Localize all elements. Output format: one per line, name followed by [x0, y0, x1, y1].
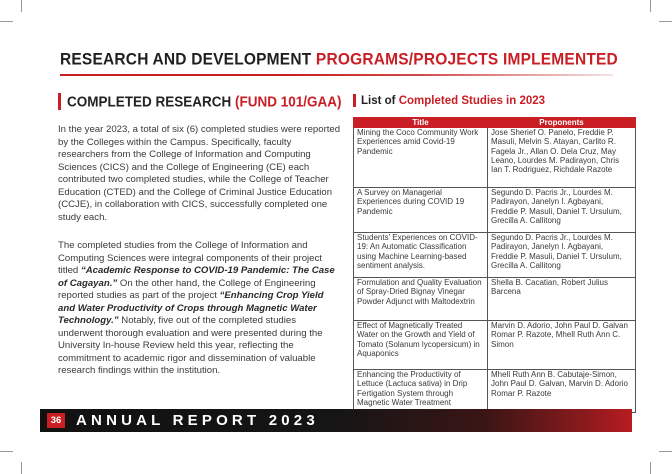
crop-mark	[650, 462, 651, 474]
study-title: Students’ Experiences on COVID-19: An Automatic Classification using Machine Learning-based sentiment analysis.	[354, 233, 488, 278]
list-accent-bar	[353, 94, 356, 107]
list-heading	[353, 94, 545, 107]
study-proponents: Segundo D. Pacris Jr., Lourdes M. Padirayon, Janelyn I. Agbayani, Freddie P. Masuli, Daniel T. Ursulum, Grecilla A. Callitong	[488, 233, 636, 278]
section-title-part2: (FUND 101/GAA)	[235, 93, 342, 110]
project-title-ce: “Enhancing Crop Yield and Water Productivity of Crops through Magnetic Water Technology.”	[58, 290, 324, 326]
list-title-part2: Completed Studies in 2023	[398, 94, 546, 107]
study-proponents: Shella B. Cacatian, Robert Julius Barcena	[488, 278, 636, 321]
crop-mark	[659, 451, 672, 452]
list-title	[361, 95, 545, 107]
crop-mark	[650, 0, 651, 12]
crop-mark	[0, 21, 13, 22]
completed-research-heading	[58, 93, 342, 110]
page-title	[60, 50, 618, 69]
heading-accent-bar	[58, 93, 61, 110]
footer-label: ANNUAL REPORT 2023	[76, 412, 319, 429]
page-title-part2: PROGRAMS/PROJECTS IMPLEMENTED	[315, 50, 618, 69]
list-title-part1: List of	[361, 94, 399, 107]
study-proponents: Jose Sherief O. Panelo, Freddie P. Masuli, Melvin S. Atayan, Carlito R. Fagela Jr., Allan O. Dela Cruz, May Leano, Lourdes M. Padirayon, Chris Ian T. Rodriguez, Richdale Razote	[488, 128, 636, 188]
paragraph-summary: In the year 2023, a total of six (6) completed studies were reported by the Colleges within the Campus. Specifically, faculty researchers from the College of Information and Computing Sciences (CICS) and the College of Engineering (CE) each contributed two completed studies, while the College of Teacher Education (CTED) and the College of Criminal Justice Education (CCJE), in collaboration with CICS, successfully completed one study each.	[58, 124, 341, 223]
page-number: 36	[47, 413, 65, 428]
column-header-proponents: Proponents	[488, 118, 636, 128]
paragraph-projects	[58, 240, 342, 378]
project-title-cics: “Academic Response to COVID-19 Pandemic: The Case of Cagayan.”	[58, 265, 335, 289]
column-header-title: Title	[354, 118, 488, 128]
study-title: Mining the Coco Community Work Experiences amid Covid-19 Pandemic	[354, 128, 488, 188]
study-title: A Survey on Managerial Experiences during COVID 19 Pandemic	[354, 188, 488, 233]
title-underline	[60, 74, 613, 76]
table-row	[354, 233, 636, 278]
study-title: Effect of Magnetically Treated Water on the Growth and Yield of Tomato (Solanum lycopersicum) in Aquaponics	[354, 321, 488, 370]
p2-text-c: On the other hand, the College of Engineering reported studies as part of the project	[58, 277, 316, 301]
p2-text-e: Notably, five out of the completed studies underwent thorough evaluation and were presented during the University In-house Review held this year, reflecting the commitment to academic rigor and dissemination of valuable research findings within the institution.	[58, 315, 323, 376]
section-title	[67, 93, 342, 110]
crop-mark	[659, 21, 672, 22]
study-title: Enhancing the Productivity of Lettuce (Lactuca sativa) in Drip Fertigation System through Magnetic Water Treatment	[354, 370, 488, 413]
table-row	[354, 278, 636, 321]
study-proponents: Mhell Ruth Ann B. Cabutaje-Simon, John Paul D. Galvan, Marvin D. Adorio Romar P. Razote	[488, 370, 636, 413]
table-row	[354, 321, 636, 370]
completed-studies-table	[353, 117, 636, 413]
study-title: Formulation and Quality Evaluation of Spray-Dried Bignay Vinegar Powder Adjunct with Maltodextrin	[354, 278, 488, 321]
crop-mark	[21, 462, 22, 474]
table-row	[354, 188, 636, 233]
crop-mark	[21, 0, 22, 12]
section-title-part1: COMPLETED RESEARCH	[67, 93, 236, 110]
study-proponents: Marvin D. Adorio, John Paul D. Galvan Romar P. Razote, Mhell Ruth Ann C. Simon	[488, 321, 636, 370]
table-row	[354, 128, 636, 188]
table-row	[354, 370, 636, 413]
crop-mark	[0, 451, 13, 452]
page-title-part1: RESEARCH AND DEVELOPMENT	[60, 50, 316, 69]
p2-text-a: The completed studies from the College of Information and Computing Sciences were integral components of their project titled	[58, 240, 322, 276]
study-proponents: Segundo D. Pacris Jr., Lourdes M. Padirayon, Janelyn I. Agbayani, Freddie P. Masuli, Daniel T. Ursulum, Grecilla A. Callitong	[488, 188, 636, 233]
